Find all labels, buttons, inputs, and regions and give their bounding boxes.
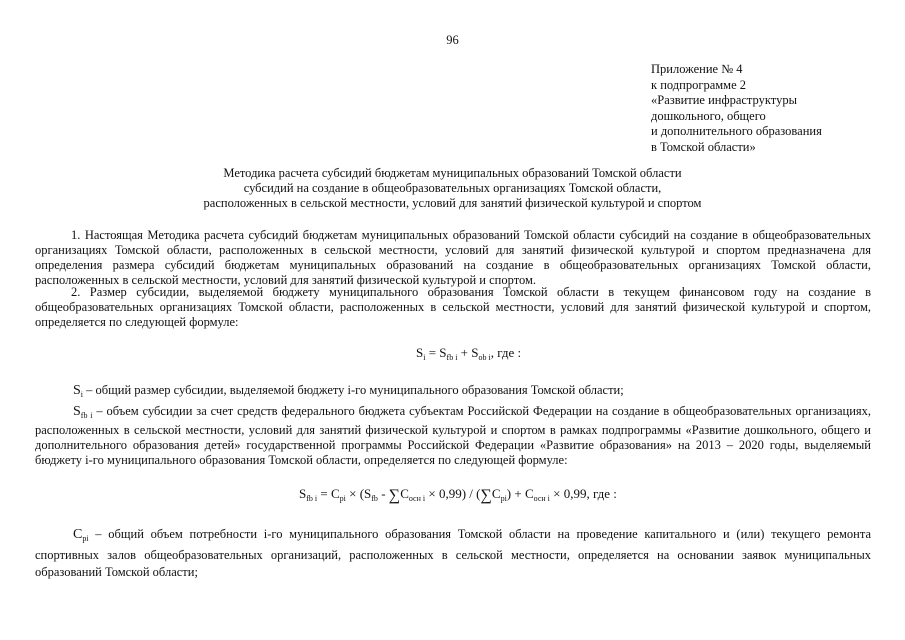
formula-subscript: ob i [478,353,491,362]
sum-symbol: ∑ [388,487,401,504]
def-text: – объем субсидии за счет средств федерального бюджета субъектам Российской Федерации на создание в общеобразовательных организациях, расположенных в сельской местности, условий для занятий физической культурой и спортом в рамках подпрограммы «Развитие дошкольного, общего и дополнительного образования детей» государственной программы Российской Федерации «Развитие образования» на 2013 – 2020 годы, выделяемый бюджету i-го муниципального образования Томской области, определяется по следующей формуле: [35,404,872,467]
formula-text: , где : [490,345,522,360]
formula-symbol: S [299,486,307,501]
appendix-line: дошкольного, общего [651,108,766,123]
page-number: 96 [446,33,459,47]
formula-subscript: fb [371,494,378,503]
def-symbol: S [73,404,81,419]
formula-text: × (S [345,486,372,501]
formula-federal-subsidy [299,486,617,505]
title-line: Методика расчета субсидий бюджетам муниципальных образований Томской области [223,166,682,180]
title-line: субсидий на создание в общеобразовательных организациях Томской области, [243,181,662,195]
definition-sfbi [35,404,871,468]
def-subscript: i [80,390,84,399]
formula-symbol: S [416,345,424,360]
formula-text: ) + C [506,486,534,501]
title-line: расположенных в сельской местности, условий для занятий физической культурой и спортом [203,196,702,210]
definition-si [35,383,871,402]
paragraph-1: 1. Настоящая Методика расчета субсидий бюджетам муниципальных образований Томской области субсидий на создание в общеобразовательных организациях Томской области, расположенных в сельской местности, условий для занятий физической культурой и спортом предназначена для определения размера субсидий бюджетам муниципальных образований на создание в общеобразовательных организациях Томской области, расположенных в сельской местности, условий для занятий физической культурой и спортом. [35,228,871,287]
formula-text: + S [457,345,479,360]
formula-text: × 0,99) / ( [425,486,481,501]
appendix-line: в Томской области» [651,139,756,154]
formula-text: × 0,99, где : [549,486,617,501]
formula-text: C [400,486,409,501]
document-title [0,166,905,211]
definition-cpi [35,526,871,581]
def-symbol: C [73,527,83,542]
formula-subscript: pi [339,494,346,503]
appendix-line: и дополнительного образования [651,124,822,138]
formula-subscript: fb i [446,353,458,362]
formula-text: - [377,486,389,501]
def-text: – общий объем потребности i-го муниципального образования Томской области на проведение капитального и (или) текущего ремонта спортивных залов общеобразовательных организаций, расположенных в сельской местности, определяется на основании заявок муниципальных образований Томской области; [35,527,871,579]
def-subscript: fb i [80,411,93,420]
formula-subscript: pi [500,494,507,503]
def-subscript: pi [82,534,89,543]
formula-text: = C [317,486,340,501]
formula-subscript: осн i [408,494,426,503]
appendix-header [651,62,822,155]
sum-symbol: ∑ [480,487,492,504]
def-text: – общий размер субсидии, выделяемой бюджету i-го муниципального образования Томской области; [83,383,624,397]
def-symbol: S [73,383,81,398]
appendix-line: Приложение № 4 [651,62,743,76]
appendix-line: к подпрограмме 2 [651,77,746,92]
paragraph-2: 2. Размер субсидии, выделяемой бюджету муниципального образования Томской области в текущем финансовом году на создание в общеобразовательных организациях Томской области, расположенных в сельской местности, условий для занятий физической культурой и спортом, определяется по следующей формуле: [35,285,871,329]
formula-subscript: i [423,353,426,362]
formula-text: C [491,486,501,501]
appendix-line: «Развитие инфраструктуры [651,93,797,107]
formula-subscript: осн i [533,494,550,503]
formula-subscript: fb i [306,494,318,503]
formula-text: = S [425,345,447,360]
formula-total-subsidy [416,345,521,362]
